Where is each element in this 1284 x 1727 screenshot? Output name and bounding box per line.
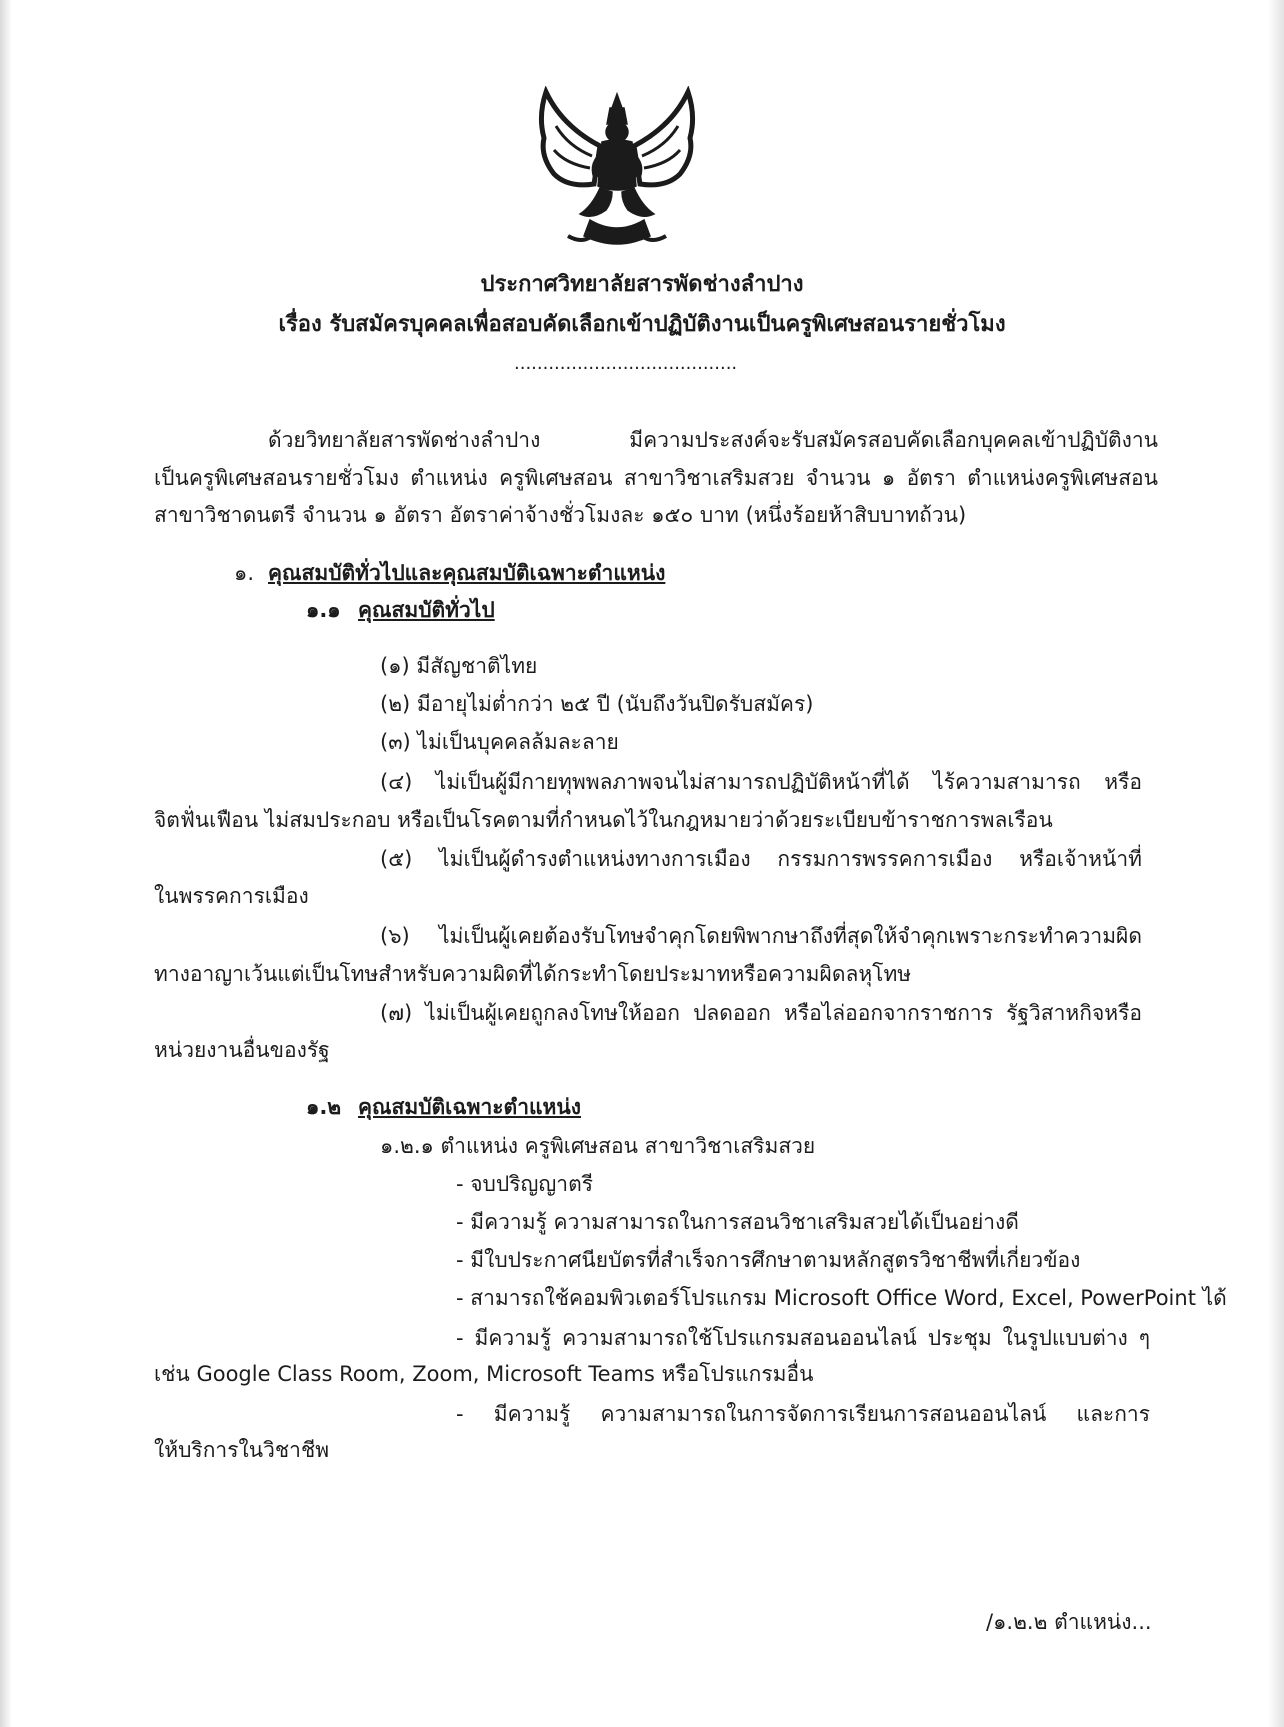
subsection-heading: คุณสมบัติทั่วไป xyxy=(358,598,495,622)
subsection-number: ๑.๑ xyxy=(306,598,341,622)
section-number: ๑. xyxy=(234,561,255,585)
subsection-heading: คุณสมบัติเฉพาะตำแหน่ง xyxy=(358,1095,581,1119)
document-title: ประกาศวิทยาลัยสารพัดช่างลำปาง xyxy=(480,272,804,297)
qualification-item-continued: หน่วยงานอื่นของรัฐ xyxy=(154,1038,330,1062)
qualification-item: (๑) มีสัญชาติไทย xyxy=(380,654,538,678)
requirement-item: - มีความรู้ ความสามารถในการสอนวิชาเสริมสวยได้เป็นอย่างดี xyxy=(456,1210,1019,1234)
qualification-item: (๗) ไม่เป็นผู้เคยถูกลงโทษให้ออก ปลดออก หรือไล่ออกจากราชการ รัฐวิสาหกิจหรือ xyxy=(380,1001,1142,1025)
requirement-item: - จบปริญญาตรี xyxy=(456,1172,593,1196)
qualification-item-continued: ในพรรคการเมือง xyxy=(154,884,309,908)
garuda-emblem-icon xyxy=(532,86,702,256)
qualification-item: (๕) ไม่เป็นผู้ดำรงตำแหน่งทางการเมือง กรรมการพรรคการเมือง หรือเจ้าหน้าที่ xyxy=(380,847,1142,871)
qualification-item: (๓) ไม่เป็นบุคคลล้มละลาย xyxy=(380,730,619,754)
qualification-item: (๖) ไม่เป็นผู้เคยต้องรับโทษจำคุกโดยพิพากษาถึงที่สุดให้จำคุกเพราะกระทำความผิด xyxy=(380,924,1142,948)
header-divider: ....................................... xyxy=(514,353,738,374)
page-continuation: /๑.๒.๒ ตำแหน่ง... xyxy=(986,1610,1152,1634)
qualification-item: (๔) ไม่เป็นผู้มีกายทุพพลภาพจนไม่สามารถปฏิบัติหน้าที่ได้ ไร้ความสามารถ หรือ xyxy=(380,770,1142,794)
requirement-item-continued: ให้บริการในวิชาชีพ xyxy=(154,1438,330,1462)
qualification-item-continued: ทางอาญาเว้นแต่เป็นโทษสำหรับความผิดที่ได้กระทำโดยประมาทหรือความผิดลหุโทษ xyxy=(154,962,912,986)
requirement-item: - มีใบประกาศนียบัตรที่สำเร็จการศึกษาตามหลักสูตรวิชาชีพที่เกี่ยวข้อง xyxy=(456,1248,1081,1272)
section-heading: คุณสมบัติทั่วไปและคุณสมบัติเฉพาะตำแหน่ง xyxy=(268,561,666,585)
requirement-item: - สามารถใช้คอมพิวเตอร์โปรแกรม Microsoft Office Word, Excel, PowerPoint ได้ xyxy=(456,1286,1227,1310)
requirement-item: - มีความรู้ ความสามารถใช้โปรแกรมสอนออนไลน์ ประชุม ในรูปแบบต่าง ๆ xyxy=(456,1326,1150,1350)
requirement-item-continued: เช่น Google Class Room, Zoom, Microsoft Teams หรือโปรแกรมอื่น xyxy=(154,1362,814,1386)
requirement-item: - มีความรู้ ความสามารถในการจัดการเรียนการสอนออนไลน์ และการ xyxy=(456,1402,1150,1426)
intro-line-1: ด้วยวิทยาลัยสารพัดช่างลำปาง มีความประสงค์จะรับสมัครสอบคัดเลือกบุคคลเข้าปฏิบัติงาน xyxy=(268,428,1158,452)
intro-line-3: สาขาวิชาดนตรี จำนวน ๑ อัตรา อัตราค่าจ้างชั่วโมงละ ๑๕๐ บาท (หนึ่งร้อยห้าสิบบาทถ้วน) xyxy=(154,503,967,527)
intro-line-2: เป็นครูพิเศษสอนรายชั่วโมง ตำแหน่ง ครูพิเศษสอน สาขาวิชาเสริมสวย จำนวน ๑ อัตรา ตำแหน่งครูพิเศษสอน xyxy=(154,466,1158,490)
qualification-item: (๒) มีอายุไม่ต่ำกว่า ๒๕ ปี (นับถึงวันปิดรับสมัคร) xyxy=(380,692,814,716)
subsection-number: ๑.๒ xyxy=(306,1095,342,1119)
document-subject: เรื่อง รับสมัครบุคคลเพื่อสอบคัดเลือกเข้าปฏิบัติงานเป็นครูพิเศษสอนรายชั่วโมง xyxy=(278,312,1006,337)
qualification-item-continued: จิตฟั่นเฟือน ไม่สมประกอบ หรือเป็นโรคตามที่กำหนดไว้ในกฎหมายว่าด้วยระเบียบข้าราชการพลเรือน xyxy=(154,808,1053,832)
position-title: ๑.๒.๑ ตำแหน่ง ครูพิเศษสอน สาขาวิชาเสริมสวย xyxy=(380,1134,816,1158)
